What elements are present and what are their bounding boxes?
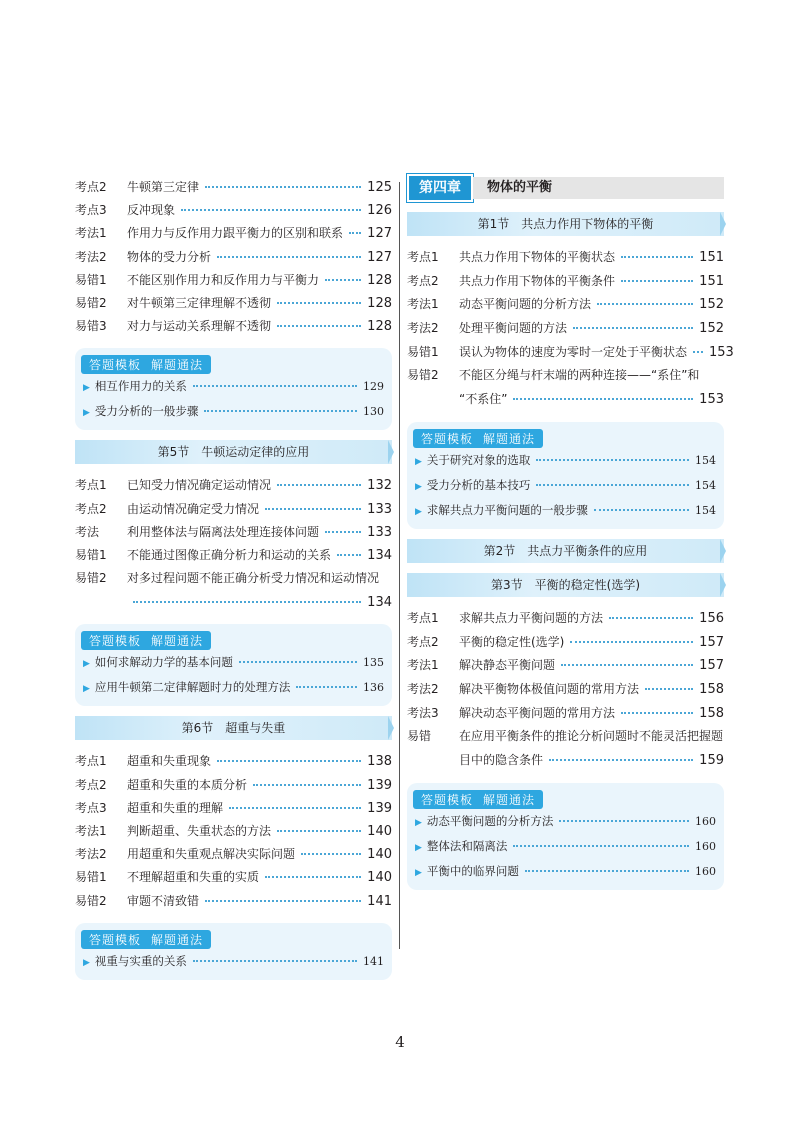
entry-label: 易错1 [407,344,439,359]
dot-leader [513,845,689,847]
entry-page: 139 [367,777,392,793]
entry-label: 考点2 [75,777,107,792]
entry-page: 140 [367,847,392,863]
entry-title: 判断超重、失重状态的方法 [127,824,272,838]
toc-entry[interactable] [75,843,392,866]
toc-right-column [407,176,734,900]
section-header[interactable]: 第5节 牛顿运动定律的应用 [75,440,392,464]
entry-page: 158 [699,705,724,721]
entry-title: 作用力与反作用力跟平衡力的区别和联系 [127,226,344,241]
toc-entry-multiline[interactable] [75,567,392,614]
entry-label: 考点3 [75,800,107,815]
entry-title-cont: “不系住” [459,392,508,407]
template-title: 关于研究对象的选取 [426,452,531,467]
template-item[interactable] [83,675,384,700]
template-badge [81,631,211,650]
dot-leader [621,256,693,258]
section-header[interactable]: 第1节 共点力作用下物体的平衡 [407,212,724,236]
toc-entry[interactable] [75,498,392,521]
triangle-icon: ▶ [83,408,90,419]
toc-entry[interactable] [407,607,724,631]
dot-leader [594,509,689,511]
entry-title: 由运动情况确定受力情况 [127,501,260,516]
dot-leader [693,351,703,353]
entry-page: 132 [367,478,392,494]
dot-leader [536,484,689,486]
entry-line [407,725,724,749]
chapter-header[interactable] [407,176,724,200]
template-item[interactable] [415,809,716,834]
dot-leader [597,303,693,305]
entry-label: 考点2 [75,501,107,516]
entry-title: 误认为物体的速度为零时一定处于平衡状态 [459,344,688,359]
entry-page: 125 [367,180,392,195]
dot-leader [204,410,357,412]
template-item[interactable] [415,448,716,473]
template-title: 整体法和隔离法 [426,838,508,853]
dot-leader [193,385,357,387]
entry-label: 考点1 [75,478,107,493]
entry-title: 平衡的稳定性(选学) [459,634,565,649]
template-page: 160 [695,839,716,853]
entry-label: 考法1 [75,226,107,241]
entry-page: 126 [367,203,392,219]
entry-label: 易错2 [75,295,107,310]
entry-label: 考法2 [75,847,107,862]
dot-leader [277,484,361,486]
entry-page: 139 [367,800,392,816]
dot-leader [349,232,361,234]
toc-entry[interactable] [75,292,392,315]
dot-leader [536,459,689,461]
entry-title: 反冲现象 [127,203,176,218]
template-page: 154 [695,478,716,492]
dot-leader [525,870,689,872]
template-box [75,923,392,980]
dot-leader [609,617,693,619]
template-item[interactable] [83,650,384,675]
entry-page: 159 [699,752,724,768]
triangle-icon: ▶ [415,842,422,853]
entry-page: 127 [367,226,392,242]
template-item[interactable] [415,834,716,859]
entry-label: 考点2 [75,180,107,194]
template-page: 135 [363,656,384,670]
entry-page: 151 [699,273,724,289]
template-title: 动态平衡问题的分析方法 [426,813,554,828]
badge-text-a: 答题模板 [89,634,142,649]
dot-leader [561,664,693,666]
dot-leader [621,712,693,714]
dot-leader [277,302,361,304]
entry-label: 考法2 [407,681,439,696]
entry-line [407,388,724,412]
entry-page: 141 [367,893,392,909]
entry-label: 考法3 [407,705,439,720]
triangle-icon: ▶ [83,684,90,695]
entry-page: 151 [699,250,724,265]
entry-page: 153 [699,392,724,408]
template-page: 136 [363,681,384,695]
toc-entry[interactable] [75,797,392,820]
toc-entry[interactable] [407,678,724,702]
badge-text-b: 解题通法 [151,932,204,947]
page-number: 4 [395,1033,405,1051]
toc-entry[interactable] [75,890,392,913]
template-page: 129 [363,380,384,394]
toc-entry[interactable] [75,176,392,199]
dot-leader [645,688,693,690]
entry-label: 易错2 [407,368,439,383]
toc-entry[interactable] [407,270,724,294]
triangle-icon: ▶ [415,817,422,828]
entry-page: 157 [699,658,724,674]
dot-leader [253,784,361,786]
entry-page: 156 [699,610,724,626]
dot-leader [559,820,689,822]
dot-leader [296,686,357,688]
entry-page: 128 [367,295,392,311]
entry-title: 用超重和失重观点解决实际问题 [127,847,296,862]
badge-text-b: 解题通法 [483,431,536,446]
badge-text-b: 解题通法 [151,358,204,373]
entry-title: 共点力作用下物体的平衡状态 [459,250,616,264]
entry-label: 考法1 [75,824,107,838]
entry-label: 考法2 [75,249,107,264]
toc-entry[interactable] [407,317,724,341]
entry-page: 128 [367,272,392,288]
entry-page: 138 [367,754,392,770]
template-badge [81,930,211,949]
entry-label: 易错1 [75,870,107,885]
triangle-icon: ▶ [415,506,422,517]
template-page: 160 [695,814,716,828]
toc-entry[interactable] [75,866,392,889]
entry-label: 考点3 [75,203,107,218]
toc-entry[interactable] [75,222,392,245]
dot-leader [229,807,361,809]
entry-label: 易错2 [75,571,107,586]
template-title: 应用牛顿第二定律解题时力的处理方法 [94,680,291,695]
entry-title: 审题不清致错 [127,893,200,908]
template-page: 154 [695,503,716,517]
toc-entry[interactable] [407,341,734,365]
template-box [75,348,392,430]
section-header[interactable]: 第2节 共点力平衡条件的应用 [407,539,724,563]
entry-title: 不能通过图像正确分析力和运动的关系 [127,547,332,562]
template-page: 141 [363,954,384,968]
entry-line [407,364,724,388]
entry-label: 考点2 [407,634,439,649]
triangle-icon: ▶ [83,957,90,968]
badge-text-b: 解题通法 [151,634,204,649]
section-header[interactable]: 第3节 平衡的稳定性(选学) [407,573,724,597]
template-item[interactable] [415,473,716,498]
toc-entry[interactable] [75,750,392,773]
toc-entry-multiline[interactable] [407,364,724,411]
template-box [407,783,724,890]
entry-title: 不能区分绳与杆末端的两种连接——“系住”和 [459,368,700,383]
entry-label: 考点1 [75,754,107,769]
template-title: 受力分析的基本技巧 [426,477,531,492]
badge-text-a: 答题模板 [421,792,474,807]
dot-leader [513,398,693,400]
toc-entry[interactable] [75,820,392,843]
template-item[interactable] [415,498,716,523]
entry-label: 易错2 [75,893,107,908]
entry-page: 133 [367,501,392,517]
toc-left-column [75,176,392,990]
toc-entry[interactable] [75,199,392,222]
section-header[interactable]: 第6节 超重与失重 [75,716,392,740]
entry-title: 处理平衡问题的方法 [459,321,568,336]
badge-text-a: 答题模板 [89,358,142,373]
dot-leader [265,876,361,878]
entry-title: 共点力作用下物体的平衡条件 [459,273,616,288]
toc-entry[interactable] [407,654,724,678]
triangle-icon: ▶ [415,456,422,467]
dot-leader [265,508,361,510]
template-badge [413,790,543,809]
template-badge [413,429,543,448]
toc-entry[interactable] [75,521,392,544]
entry-page: 128 [367,319,392,335]
entry-title: 在应用平衡条件的推论分析问题时不能灵活把握题 [459,729,724,744]
template-box [407,422,724,529]
entry-title: 不理解超重和失重的实质 [127,870,260,885]
entry-page: 153 [709,344,734,360]
entry-page: 140 [367,824,392,839]
entry-title: 动态平衡问题的分析方法 [459,297,592,312]
template-item[interactable] [83,949,384,974]
dot-leader [193,960,357,962]
entry-title: 已知受力情况确定运动情况 [127,478,272,493]
entry-label: 易错1 [75,272,107,287]
entry-page: 134 [367,547,392,563]
entry-label: 考点1 [407,610,439,625]
dot-leader [301,853,361,855]
dot-leader [133,601,361,603]
dot-leader [277,830,361,832]
template-badge [81,355,211,374]
entry-line [75,591,392,615]
toc-entry[interactable] [407,293,724,317]
entry-label: 考法 [75,524,100,539]
template-page: 160 [695,864,716,878]
toc-entry-multiline[interactable] [407,725,724,772]
dot-leader [239,661,357,663]
toc-entry[interactable] [75,774,392,797]
template-item[interactable] [83,374,384,399]
triangle-icon: ▶ [415,867,422,878]
entry-title: 对多过程问题不能正确分析受力情况和运动情况 [127,571,380,586]
toc-entry[interactable] [75,315,392,338]
entry-label: 考点2 [407,273,439,288]
entry-title: 超重和失重的本质分析 [127,777,248,792]
triangle-icon: ▶ [83,659,90,670]
chapter-tag: 第四章 [407,174,473,202]
dot-leader [217,760,361,762]
entry-page: 152 [699,297,724,313]
entry-title: 对牛顿第三定律理解不透彻 [127,295,272,310]
badge-text-a: 答题模板 [89,932,142,947]
dot-leader [205,900,361,902]
entry-line [75,567,392,591]
chapter-title: 物体的平衡 [473,177,724,199]
toc-entry[interactable] [75,246,392,269]
template-title: 如何求解动力学的基本问题 [94,655,233,670]
template-title: 求解共点力平衡问题的一般步骤 [426,502,588,517]
template-page: 130 [363,405,384,419]
entry-title: 利用整体法与隔离法处理连接体问题 [127,524,320,539]
dot-leader [549,759,693,761]
entry-title-cont: 目中的隐含条件 [459,752,544,767]
entry-page: 158 [699,681,724,697]
entry-title: 超重和失重现象 [127,754,212,769]
entry-title: 求解共点力平衡问题的方法 [459,610,604,625]
template-title: 相互作用力的关系 [94,379,187,394]
dot-leader [325,531,361,533]
toc-entry[interactable] [75,544,392,567]
dot-leader [277,325,361,327]
entry-page: 140 [367,870,392,886]
entry-label: 易错 [407,729,432,744]
entry-label: 易错1 [75,547,107,562]
dot-leader [205,186,361,188]
entry-page: 134 [367,594,392,610]
dot-leader [217,256,361,258]
entry-label: 易错3 [75,319,107,334]
triangle-icon: ▶ [83,383,90,394]
template-title: 平衡中的临界问题 [426,863,519,878]
entry-page: 157 [699,634,724,650]
toc-entry[interactable] [407,631,724,655]
dot-leader [621,280,693,282]
entry-line [407,749,724,773]
entry-title: 超重和失重的理解 [127,800,224,815]
template-title: 视重与实重的关系 [94,953,187,968]
toc-entry[interactable] [407,702,724,726]
dot-leader [325,279,361,281]
entry-label: 考法2 [407,321,439,336]
entry-page: 127 [367,249,392,265]
template-title: 受力分析的一般步骤 [94,404,199,419]
badge-text-b: 解题通法 [483,792,536,807]
template-page: 154 [695,453,716,467]
entry-title: 物体的受力分析 [127,249,212,264]
entry-title: 对力与运动关系理解不透彻 [127,319,272,334]
template-item[interactable] [83,399,384,424]
entry-label: 考点1 [407,250,439,264]
entry-label: 考法1 [407,658,439,673]
toc-entry[interactable] [75,474,392,497]
template-box [75,624,392,706]
dot-leader [573,327,693,329]
entry-title: 牛顿第三定律 [127,180,200,194]
toc-entry[interactable] [75,269,392,292]
column-divider [399,182,400,949]
entry-title: 不能区别作用力和反作用力与平衡力 [127,272,320,287]
dot-leader [181,209,361,211]
entry-title: 解决静态平衡问题 [459,658,556,673]
entry-label: 考法1 [407,297,439,312]
entry-page: 133 [367,524,392,540]
entry-title: 解决动态平衡问题的常用方法 [459,705,616,720]
template-item[interactable] [415,859,716,884]
dot-leader [570,641,693,643]
triangle-icon: ▶ [415,481,422,492]
entry-page: 152 [699,321,724,337]
badge-text-a: 答题模板 [421,431,474,446]
toc-entry[interactable] [407,246,724,270]
dot-leader [337,554,361,556]
entry-title: 解决平衡物体极值问题的常用方法 [459,681,640,696]
